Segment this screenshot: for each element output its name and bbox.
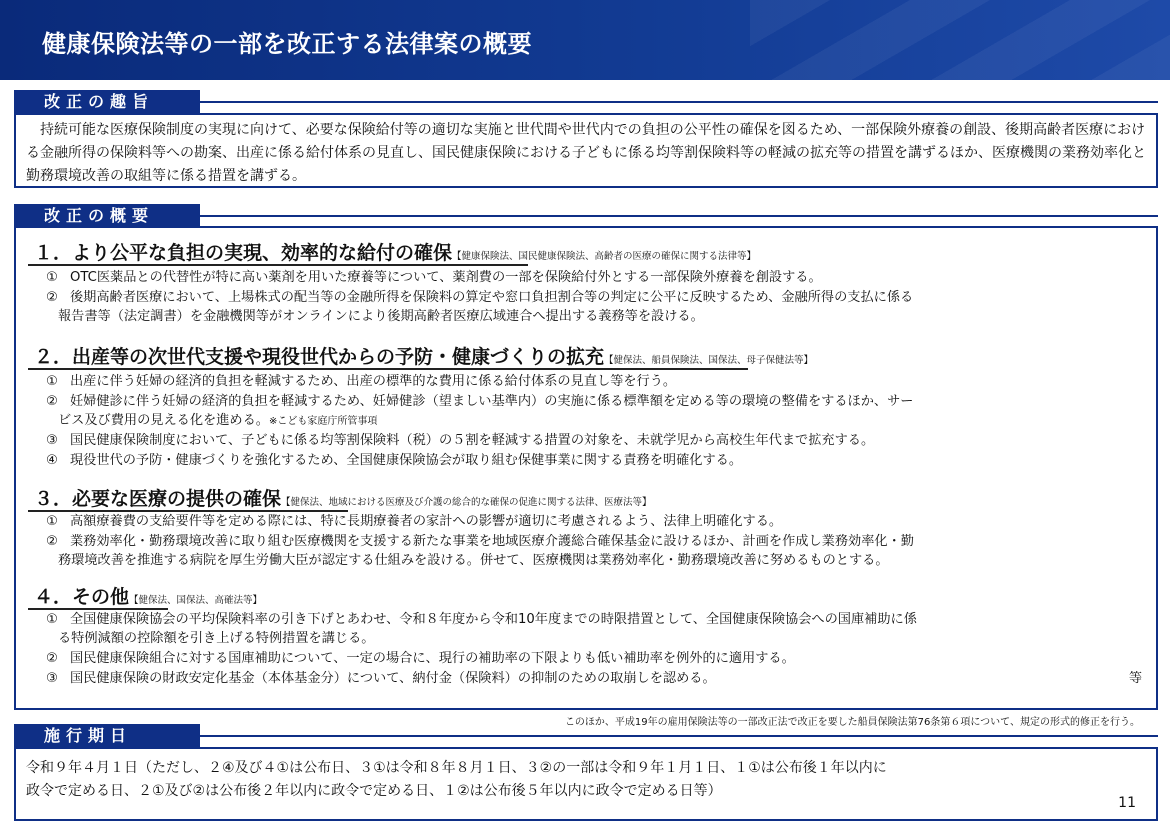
section-1-underline bbox=[28, 264, 528, 266]
overview-label-line bbox=[200, 215, 1158, 217]
purpose-text: 持続可能な医療保険制度の実現に向けて、必要な保険給付等の適切な実施と世代間や世代内での負担の公平性の確保を図るため、一部保険外療養の創設、後期高齢者医療における金融所得の保険料等への勘案、出産に係る給付体系の見直し、国民健康保険における子どもに係る均等割保険料等の軽減の拡充等の措置を講ずるほか、医療機関の業務効率化と勤務環境改善の取組等に係る措置を講ずる。 bbox=[26, 122, 1146, 184]
purpose-box bbox=[14, 113, 1158, 188]
section-4-heading: ４．その他【健保法、国保法、高確法等】 bbox=[34, 586, 263, 608]
overview-box bbox=[14, 226, 1158, 710]
section-2-item-4: ④ 現役世代の予防・健康づくりを強化するため、全国健康保険協会が取り組む保健事業に関する責務を明確化する。 bbox=[46, 453, 743, 468]
purpose-label: 改正の趣旨 bbox=[14, 90, 200, 114]
page-number: 11 bbox=[1118, 795, 1136, 811]
effective-box bbox=[14, 747, 1158, 821]
section-4-item-2: ② 国民健康保険組合に対する国庫補助について、一定の場合に、現行の補助率の下限よりも低い補助率を例外的に適用する。 bbox=[46, 651, 795, 666]
section-2-item-1: ① 出産に伴う妊婦の経済的負担を軽減するため、出産の標準的な費用に係る給付体系の見直し等を行う。 bbox=[46, 374, 677, 389]
page-title: 健康保険法等の一部を改正する法律案の概要 bbox=[42, 30, 532, 58]
section-3-item-2: ② 業務効率化・勤務環境改善に取り組む医療機関を支援する新たな事業を地域医療介護総合確保基金に設けるほか、計画を作成し業務効率化・勤 務環境改善を推進する病院を厚生労働大臣が認定する仕組みを設ける。併せて、医療機関は業務効率化・勤務環境改善に努めるものとする。 bbox=[46, 534, 914, 568]
purpose-label-line bbox=[200, 101, 1158, 103]
effective-label: 施行期日 bbox=[14, 724, 200, 748]
title-bar bbox=[0, 0, 1170, 80]
section-1-item-1: ① OTC医薬品との代替性が特に高い薬剤を用いた療養等について、薬剤費の一部を保険給付外とする一部保険外療養を創設する。 bbox=[46, 270, 822, 285]
etc-mark: 等 bbox=[1128, 671, 1142, 686]
section-1-item-2: ② 後期高齢者医療において、上場株式の配当等の金融所得を保険料の算定や窓口負担割合等の判定に公平に反映するため、金融所得の支払に係る 報告書等（法定調書）を金融機関等がオンラインにより後期高齢者医療広域連合へ提出する義務等を設ける。 bbox=[46, 290, 914, 324]
title-bar-decoration bbox=[750, 0, 1170, 80]
section-4-item-1: ① 全国健康保険協会の平均保険料率の引き下げとあわせ、令和８年度から令和10年度までの時限措置として、全国健康保険協会への国庫補助に係 る特例減額の控除額を引き上げる特例措置を講じる。 bbox=[46, 612, 917, 646]
section-3-item-1: ① 高額療養費の支給要件等を定める際には、特に長期療養者の家計への影響が適切に考慮されるよう、法律上明確化する。 bbox=[46, 514, 783, 529]
section-2-item-2: ② 妊婦健診に伴う妊婦の経済的負担を軽減するため、妊婦健診（望ましい基準内）の実施に係る標準額を定める等の環境の整備をするほか、サー ビス及び費用の見える化を進める。※こども家庭庁所管事項 bbox=[46, 394, 914, 428]
section-2-item-3: ③ 国民健康保険制度において、子どもに係る均等割保険料（税）の５割を軽減する措置の対象を、未就学児から高校生年代まで拡充する。 bbox=[46, 433, 875, 448]
section-2-heading: ２．出産等の次世代支援や現役世代からの予防・健康づくりの拡充【健保法、船員保険法、国保法、母子保健法等】 bbox=[34, 346, 814, 368]
section-4-item-3: ③ 国民健康保険の財政安定化基金（本体基金分）について、納付金（保険料）の抑制のための取崩しを認める。 等 bbox=[46, 671, 1142, 686]
effective-label-line bbox=[200, 735, 1158, 737]
other-note: このほか、平成19年の雇用保険法等の一部改正法で改正を要した船員保険法第76条第６項について、規定の形式的修正を行う。 bbox=[564, 717, 1140, 728]
effective-text: 令和９年４月１日（ただし、２④及び４①は公布日、３①は令和８年８月１日、３②の一部は令和９年１月１日、１①は公布後１年以内に 政令で定める日、２①及び②は公布後２年以内に政令で定める日、１②は公布後５年以内に政令で定める日等） bbox=[26, 760, 887, 799]
overview-label: 改正の概要 bbox=[14, 204, 200, 228]
section-1-heading: １．より公平な負担の実現、効率的な給付の確保【健康保険法、国民健康保険法、高齢者の医療の確保に関する法律等】 bbox=[34, 242, 757, 264]
section-2-underline bbox=[28, 368, 748, 370]
section-3-heading: ３．必要な医療の提供の確保【健保法、地域における医療及び介護の総合的な確保の促進に関する法律、医療法等】 bbox=[34, 488, 652, 510]
